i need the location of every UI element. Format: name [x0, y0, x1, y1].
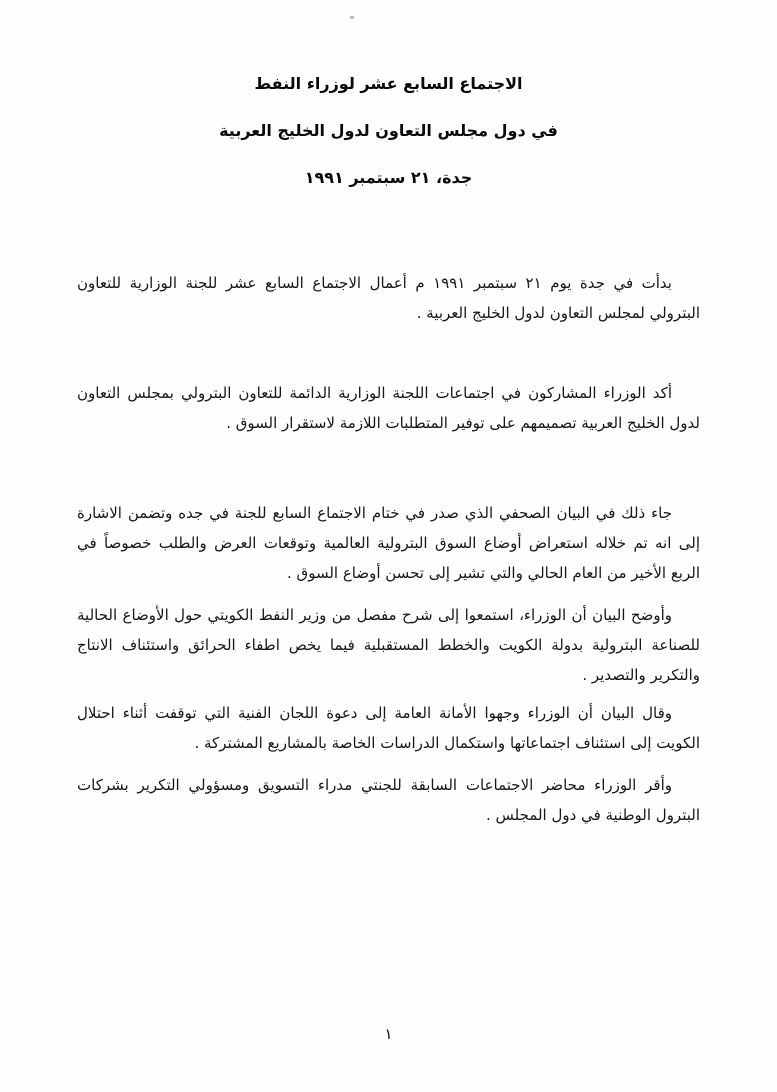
title-line-organization: في دول مجلس التعاون لدول الخليج العربية	[219, 121, 558, 140]
title-line-place-date: جدة، ٢١ سبتمبر ١٩٩١	[304, 168, 473, 187]
page-number: ١	[384, 1025, 393, 1043]
paragraph-minutes-approval: وأقر الوزراء محاضر الاجتماعات السابقة للجنتي مدراء التسويق ومسؤولي التكرير بشركات البترول الوطنية في دول المجلس .	[77, 776, 700, 824]
document-header	[0, 74, 777, 215]
title-line-meeting: الاجتماع السابع عشر لوزراء النفط	[254, 74, 523, 93]
document-body	[77, 268, 700, 830]
paragraph-ministers-affirmation: أكد الوزراء المشاركون في اجتماعات اللجنة الوزارية الدائمة للتعاون البترولي بمجلس التعاون لدول الخليج العربية تصميمهم على توفير المتطلبات اللازمة لاستقرار السوق .	[77, 384, 700, 432]
scan-speck	[350, 16, 354, 19]
paragraph-kuwait-briefing: وأوضح البيان أن الوزراء، استمعوا إلى شرح مفصل من وزير النفط الكويتي حول الأوضاع الحالية للصناعة البترولية بدولة الكويت والخطط المستقبلية فيما يخص اطفاء الحرائق واستئناف الانتاج والتكرير والتصدير .	[77, 606, 700, 684]
paragraph-technical-committees: وقال البيان أن الوزراء وجهوا الأمانة العامة إلى دعوة اللجان الفنية التي توقفت أثناء احتلال الكويت إلى استئناف اجتماعاتها واستكمال الدراسات الخاصة بالمشاريع المشتركة .	[77, 704, 700, 752]
paragraph-opening: بدأت في جدة يوم ٢١ سبتمبر ١٩٩١ م أعمال الاجتماع السابع عشر للجنة الوزارية للتعاون البترولي لمجلس التعاون لدول الخليج العربية .	[77, 274, 700, 322]
paragraph-press-statement: جاء ذلك في البيان الصحفي الذي صدر في ختام الاجتماع السابع للجنة في جده وتضمن الاشارة إلى انه تم خلاله استعراض أوضاع السوق البترولية العالمية وتوقعات العرض والطلب خصوصاً في الربع الأخير من العام الحالي والتي تشير إلى تحسن أوضاع السوق .	[77, 504, 700, 582]
